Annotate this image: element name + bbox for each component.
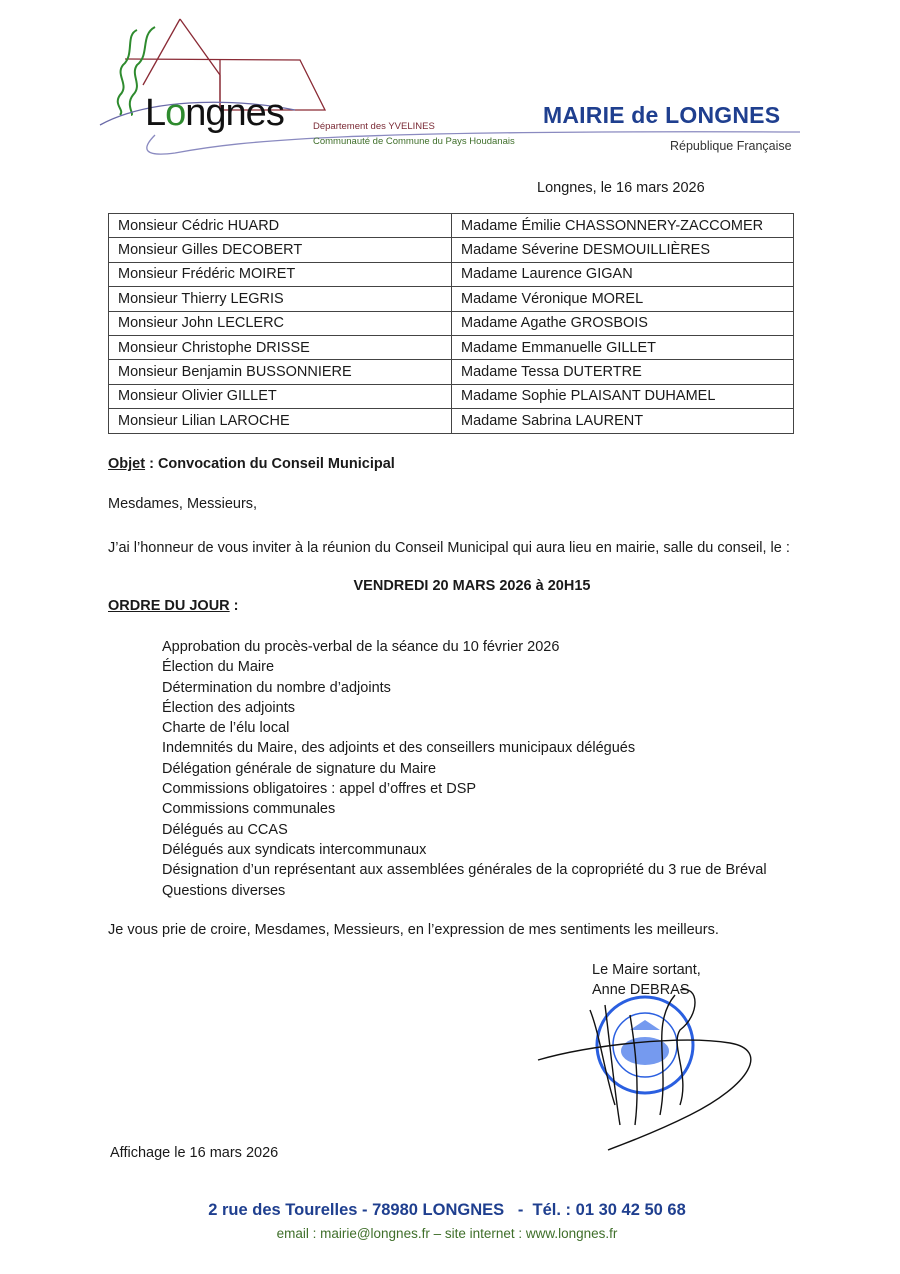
agenda-item: Délégation générale de signature du Maire	[162, 760, 437, 777]
subject-line	[108, 456, 395, 472]
agenda-sep: :	[229, 598, 239, 614]
recipient-madame: Madame Laurence GIGAN	[452, 262, 794, 286]
table-row	[109, 360, 794, 384]
recipient-monsieur: Monsieur Cédric HUARD	[109, 214, 452, 238]
agenda-item: Indemnités du Maire, des adjoints et des conseillers municipaux délégués	[162, 740, 636, 757]
agenda-item: Charte de l’élu local	[162, 720, 290, 737]
recipient-madame: Madame Emmanuelle GILLET	[452, 335, 794, 359]
footer-contact: email : mairie@longnes.fr – site internet : www.longnes.fr	[276, 1226, 618, 1241]
recipient-monsieur: Monsieur Olivier GILLET	[109, 384, 452, 408]
recipient-monsieur: Monsieur Benjamin BUSSONNIERE	[109, 360, 452, 384]
recipient-monsieur: Monsieur Gilles DECOBERT	[109, 238, 452, 262]
recipient-monsieur: Monsieur Christophe DRISSE	[109, 335, 452, 359]
table-row	[109, 214, 794, 238]
agenda-item: Commissions communales	[162, 801, 336, 818]
recipient-madame: Madame Tessa DUTERTRE	[452, 360, 794, 384]
invitation-text: J’ai l’honneur de vous inviter à la réunion du Conseil Municipal qui aura lieu en mairie, salle du conseil, le :	[108, 540, 790, 556]
agenda-list	[162, 637, 767, 901]
table-row	[109, 287, 794, 311]
recipient-monsieur: Monsieur John LECLERC	[109, 311, 452, 335]
agenda-item: Détermination du nombre d’adjoints	[162, 679, 391, 696]
subject-sep: :	[145, 456, 158, 472]
table-row	[109, 384, 794, 408]
recipient-madame: Madame Sophie PLAISANT DUHAMEL	[452, 384, 794, 408]
community-label: Communauté de Commune du Pays Houdanais	[313, 136, 515, 147]
recipient-madame: Madame Sabrina LAURENT	[452, 409, 794, 433]
signatory-role: Le Maire sortant,	[592, 962, 701, 978]
agenda-item: Questions diverses	[162, 882, 286, 899]
agenda-item: Délégués aux syndicats intercommunaux	[162, 841, 427, 858]
recipient-madame: Madame Agathe GROSBOIS	[452, 311, 794, 335]
agenda-item: Désignation d’un représentant aux assemblées générales de la copropriété du 3 rue de Bréval	[162, 862, 767, 879]
stamp-and-signature	[530, 985, 770, 1165]
page-title: MAIRIE de LONGNES	[543, 102, 781, 128]
recipient-madame: Madame Véronique MOREL	[452, 287, 794, 311]
recipient-madame: Madame Séverine DESMOUILLIÈRES	[452, 238, 794, 262]
agenda-item: Commissions obligatoires : appel d’offres et DSP	[162, 781, 477, 798]
recipients-table	[108, 213, 794, 434]
agenda-item: Délégués au CCAS	[162, 821, 288, 838]
subject-text: Convocation du Conseil Municipal	[157, 456, 395, 472]
recipient-madame: Madame Émilie CHASSONNERY-ZACCOMER	[452, 214, 794, 238]
republic-label: République Française	[670, 139, 792, 153]
footer-address: 2 rue des Tourelles - 78980 LONGNES - Tél. : 01 30 42 50 68	[208, 1201, 686, 1219]
table-row	[109, 409, 794, 433]
closing-text: Je vous prie de croire, Mesdames, Messieurs, en l’expression de mes sentiments les meilleurs.	[108, 922, 719, 938]
salutation: Mesdames, Messieurs,	[108, 496, 258, 512]
meeting-date: VENDREDI 20 MARS 2026 à 20H15	[353, 578, 591, 594]
agenda-item: Élection des adjoints	[162, 699, 295, 716]
table-row	[109, 311, 794, 335]
recipient-monsieur: Monsieur Lilian LAROCHE	[109, 409, 452, 433]
table-row	[109, 335, 794, 359]
signatory-name: Anne DEBRAS	[592, 982, 690, 998]
table-row	[109, 238, 794, 262]
posting-date: Affichage le 16 mars 2026	[110, 1145, 279, 1161]
agenda-heading	[108, 598, 239, 614]
logo-text: Longnes	[145, 92, 284, 134]
recipient-monsieur: Monsieur Thierry LEGRIS	[109, 287, 452, 311]
date-line: Longnes, le 16 mars 2026	[537, 180, 705, 196]
subject-label: Objet	[108, 456, 146, 472]
agenda-item: Approbation du procès-verbal de la séance du 10 février 2026	[162, 639, 560, 655]
department-label: Département des YVELINES	[313, 121, 435, 132]
agenda-label: ORDRE DU JOUR	[108, 598, 230, 614]
recipient-monsieur: Monsieur Frédéric MOIRET	[109, 262, 452, 286]
table-row	[109, 262, 794, 286]
agenda-item: Élection du Maire	[162, 659, 275, 676]
